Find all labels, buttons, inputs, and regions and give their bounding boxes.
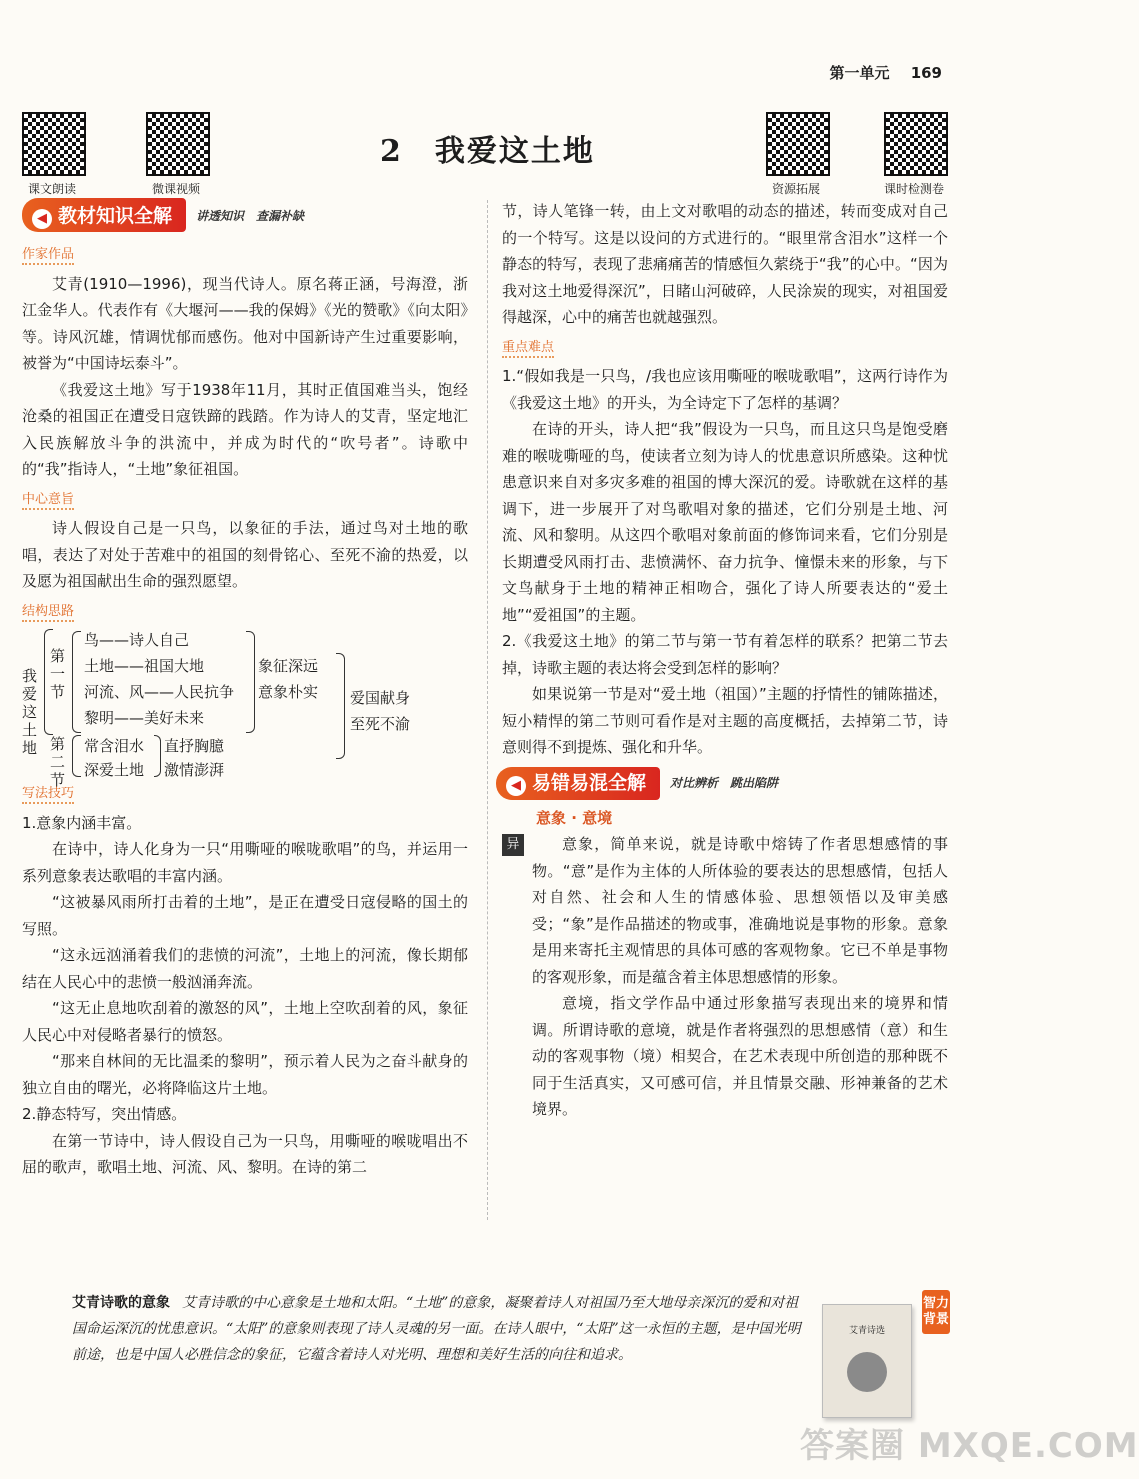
skill-paragraph: “这无止息地吹刮着的激怒的风”，土地上空吹刮着的风，象征人民心中对侵略者暴行的愤怒。 <box>22 999 468 1044</box>
skill-paragraph: 在第一节诗中，诗人假设自己为一只鸟，用嘶哑的喉咙唱出不屈的歌声，歌唱土地、河流、风、黎明。在诗的第二 <box>22 1131 468 1176</box>
section-banner-knowledge <box>22 198 304 232</box>
qr-code-reading[interactable] <box>22 112 92 197</box>
section-label-author: 作家作品 <box>22 242 468 269</box>
question: 2.《我爱这土地》的第二节与第一节有着怎样的联系？把第二节去掉，诗歌主题的表达将会受到怎样的影响？ <box>502 632 948 677</box>
skill-paragraph: “这被暴风雨所打击着的土地”，是正在遭受日寇侵略的国土的写照。 <box>22 893 468 938</box>
background-note <box>72 1290 807 1368</box>
speaker-icon: ◀ <box>506 776 526 796</box>
qr-code-resources[interactable] <box>766 112 836 197</box>
speaker-icon: ◀ <box>32 209 52 229</box>
skill-heading: 1.意象内涵丰富。 <box>22 813 142 832</box>
diagram-row: 河流、风——人民抗争 <box>84 683 235 701</box>
qr-label: 课文朗读 <box>27 182 76 196</box>
section-label-structure: 结构思路 <box>22 599 468 626</box>
left-column <box>22 238 468 1181</box>
diagram-row: 鸟——诗人自己 <box>84 631 190 649</box>
unit-label: 第一单元 <box>829 64 890 82</box>
book-title: 艾青诗选 <box>848 1326 885 1336</box>
background-paragraph: 《我爱这土地》写于1938年11月，其时正值国难当头，饱经沧桑的祖国正在遭受日寇铁蹄的践踏。作为诗人的艾青，坚定地汇入民族解放斗争的洪流中，并成为时代的“吹号者”。诗歌中的“我”指诗人，“土地”象征祖国。 <box>22 380 468 478</box>
bracket <box>246 631 255 733</box>
skill-paragraph: 在诗中，诗人化身为一只“用嘶哑的喉咙歌唱”的鸟，并运用一系列意象表达歌唱的丰富内涵。 <box>22 840 468 885</box>
skill-paragraph: “那来自林间的无比温柔的黎明”，预示着人民为之奋斗献身的独立自由的曙光，必将降临这片土地。 <box>22 1052 468 1097</box>
watermark: 答案圈 MXQE.COM <box>800 1426 1139 1466</box>
diagram-feature: 象征深远 <box>258 657 319 675</box>
qr-code-icon <box>766 112 830 176</box>
question: 1.“假如我是一只鸟，/我也应该用嘶哑的喉咙歌唱”，这两行诗作为《我爱这土地》的开头，为全诗定下了怎样的基调？ <box>502 367 948 412</box>
qr-label: 微课视频 <box>151 182 200 196</box>
structure-diagram <box>22 627 468 789</box>
qr-code-video[interactable] <box>146 112 216 197</box>
side-ribbon: 智力背景 <box>922 1290 950 1334</box>
qr-code-icon <box>22 112 86 176</box>
page-header <box>813 62 942 83</box>
skill-paragraph: “这永远汹涌着我们的悲愤的河流”，土地上的河流，像长期郁结在人民心中的悲愤一般汹涌奔流。 <box>22 946 468 991</box>
diagram-feature: 直抒胸臆 <box>164 737 225 755</box>
skill-heading: 2.静态特写，突出情感。 <box>22 1105 187 1123</box>
author-paragraph: 艾青(1910—1996)，现当代诗人。原名蒋正涵，号海澄，浙江金华人。代表作有《大堰河——我的保姆》《光的赞歌》《向太阳》等。诗风沉雄，情调忧郁而感伤。他对中国新诗产生过重要影响，被誉为“中国诗坛泰斗”。 <box>22 274 468 372</box>
banner-tag: ◀ 教材知识全解 <box>22 198 186 232</box>
qr-label: 课时检测卷 <box>883 182 944 196</box>
page-title: 2 我爱这土地 <box>380 134 595 169</box>
section-label-theme: 中心意旨 <box>22 487 468 514</box>
confusion-topic: 意象 · 意境 <box>536 808 613 827</box>
answer: 如果说第一节是对“爱土地（祖国）”主题的抒情性的铺陈描述，短小精悍的第二节则可看作是对主题的高度概括，去掉第二节，诗意则得不到提炼、强化和升华。 <box>502 685 948 756</box>
continued-paragraph: 节，诗人笔锋一转，由上文对歌唱的动态的描述，转而变成对自己的一个特写。这是以设问的方式进行的。“眼里常含泪水”这样一个静态的特写，表现了悲痛痛苦的情感恒久萦绕于“我”的心中。“因为我对这土地爱得深沉”，日睹山河破碎，人民涂炭的现实，对祖国爱得越深，心中的痛苦也就越强烈。 <box>502 202 948 326</box>
theme-paragraph: 诗人假设自己是一只鸟，以象征的手法，通过鸟对土地的歌唱，表达了对处于苦难中的祖国的刻骨铭心、至死不渝的热爱，以及愿为祖国献出生命的强烈愿望。 <box>22 519 468 590</box>
section-label-skill: 写法技巧 <box>22 781 468 808</box>
qr-code-test[interactable] <box>884 112 954 197</box>
bracket <box>72 631 81 733</box>
diagram-row: 深爱土地 <box>84 761 145 779</box>
banner-tag: ◀ 易错易混全解 <box>496 767 660 800</box>
diagram-conclusion: 爱国献身 <box>350 689 411 707</box>
banner-subtitle: 对比辨析 跳出陷阱 <box>670 776 779 791</box>
qr-code-icon <box>884 112 948 176</box>
right-column <box>502 198 948 1123</box>
diagram-feature: 意象朴实 <box>258 683 319 701</box>
bracket <box>72 735 81 777</box>
confusion-block <box>502 831 948 1123</box>
bracket <box>336 653 345 759</box>
page-number: 169 <box>910 64 942 82</box>
diagram-section-1: 第一节 <box>50 647 66 701</box>
book-cover-image <box>822 1304 912 1418</box>
bracket <box>154 735 161 777</box>
qr-code-icon <box>146 112 210 176</box>
diagram-row: 土地——祖国大地 <box>84 657 205 675</box>
diagram-feature: 激情澎湃 <box>164 761 225 779</box>
note-text: 艾青诗歌的中心意象是土地和太阳。“土地”的意象，凝聚着诗人对祖国乃至大地母亲深沉的爱和对祖国命运深沉的忧患意识。“太阳”的意象则表现了诗人灵魂的另一面。在诗人眼中，“太阳”这一永恒的主题，是中国光明前途，也是中国人必胜信念的象征，它蕴含着诗人对光明、理想和美好生活的向往和追求。 <box>72 1295 801 1363</box>
diagram-section-2: 第二节 <box>50 735 66 789</box>
portrait-image <box>847 1352 887 1392</box>
confusion-paragraph: 意象，简单来说，就是诗歌中熔铸了作者思想感情的事物。“意”是作为主体的人所体验的要表达的思想感情，包括人对自然、社会和人生的情感体验、思想领悟以及审美感受；“象”是作品描述的物或事，准确地说是事物的形象。意象是用来寄托主观情思的具体可感的客观物象。它已不单是事物的客观形象，而是蕴含着主体思想感情的形象。 <box>532 835 948 986</box>
column-divider <box>487 200 489 1220</box>
section-label-key-points: 重点难点 <box>502 335 948 362</box>
confusion-paragraph: 意境，指文学作品中通过形象描写表现出来的境界和情调。所谓诗歌的意境，就是作者将强烈的思想感情（意）和生动的客观事物（境）相契合，在艺术表现中所创造的那种既不同于生活真实，又可感可信，并且情景交融、形神兼备的艺术境界。 <box>532 994 948 1118</box>
qr-label: 资源拓展 <box>771 182 820 196</box>
note-title: 艾青诗歌的意象 <box>72 1295 170 1311</box>
diagram-row: 常含泪水 <box>84 737 145 755</box>
diagram-row: 黎明——美好未来 <box>84 709 205 727</box>
diagram-root: 我爱这土地 <box>22 667 38 757</box>
banner-subtitle: 讲透知识 查漏补缺 <box>196 208 305 223</box>
difference-mark: 异 <box>502 834 524 856</box>
answer: 在诗的开头，诗人把“我”假设为一只鸟，而且这只鸟是饱受磨难的喉咙嘶哑的鸟，使读者立刻为诗人的忧患意识所感染。这种忧患意识来自对多灾多难的祖国的博大深沉的爱。诗歌就在这样的基调下，进一步展开了对鸟歌唱对象的描述，它们分别是土地、河流、风和黎明。从这四个歌唱对象前面的修饰词来看，它们分别是长期遭受风雨打击、悲愤满怀、奋力抗争、憧憬未来的形象，与下文鸟献身于土地的精神正相吻合，强化了诗人所要表达的“爱土地”“爱祖国”的主题。 <box>502 420 948 624</box>
section-banner-confusion <box>496 767 948 801</box>
diagram-conclusion: 至死不渝 <box>350 715 411 733</box>
